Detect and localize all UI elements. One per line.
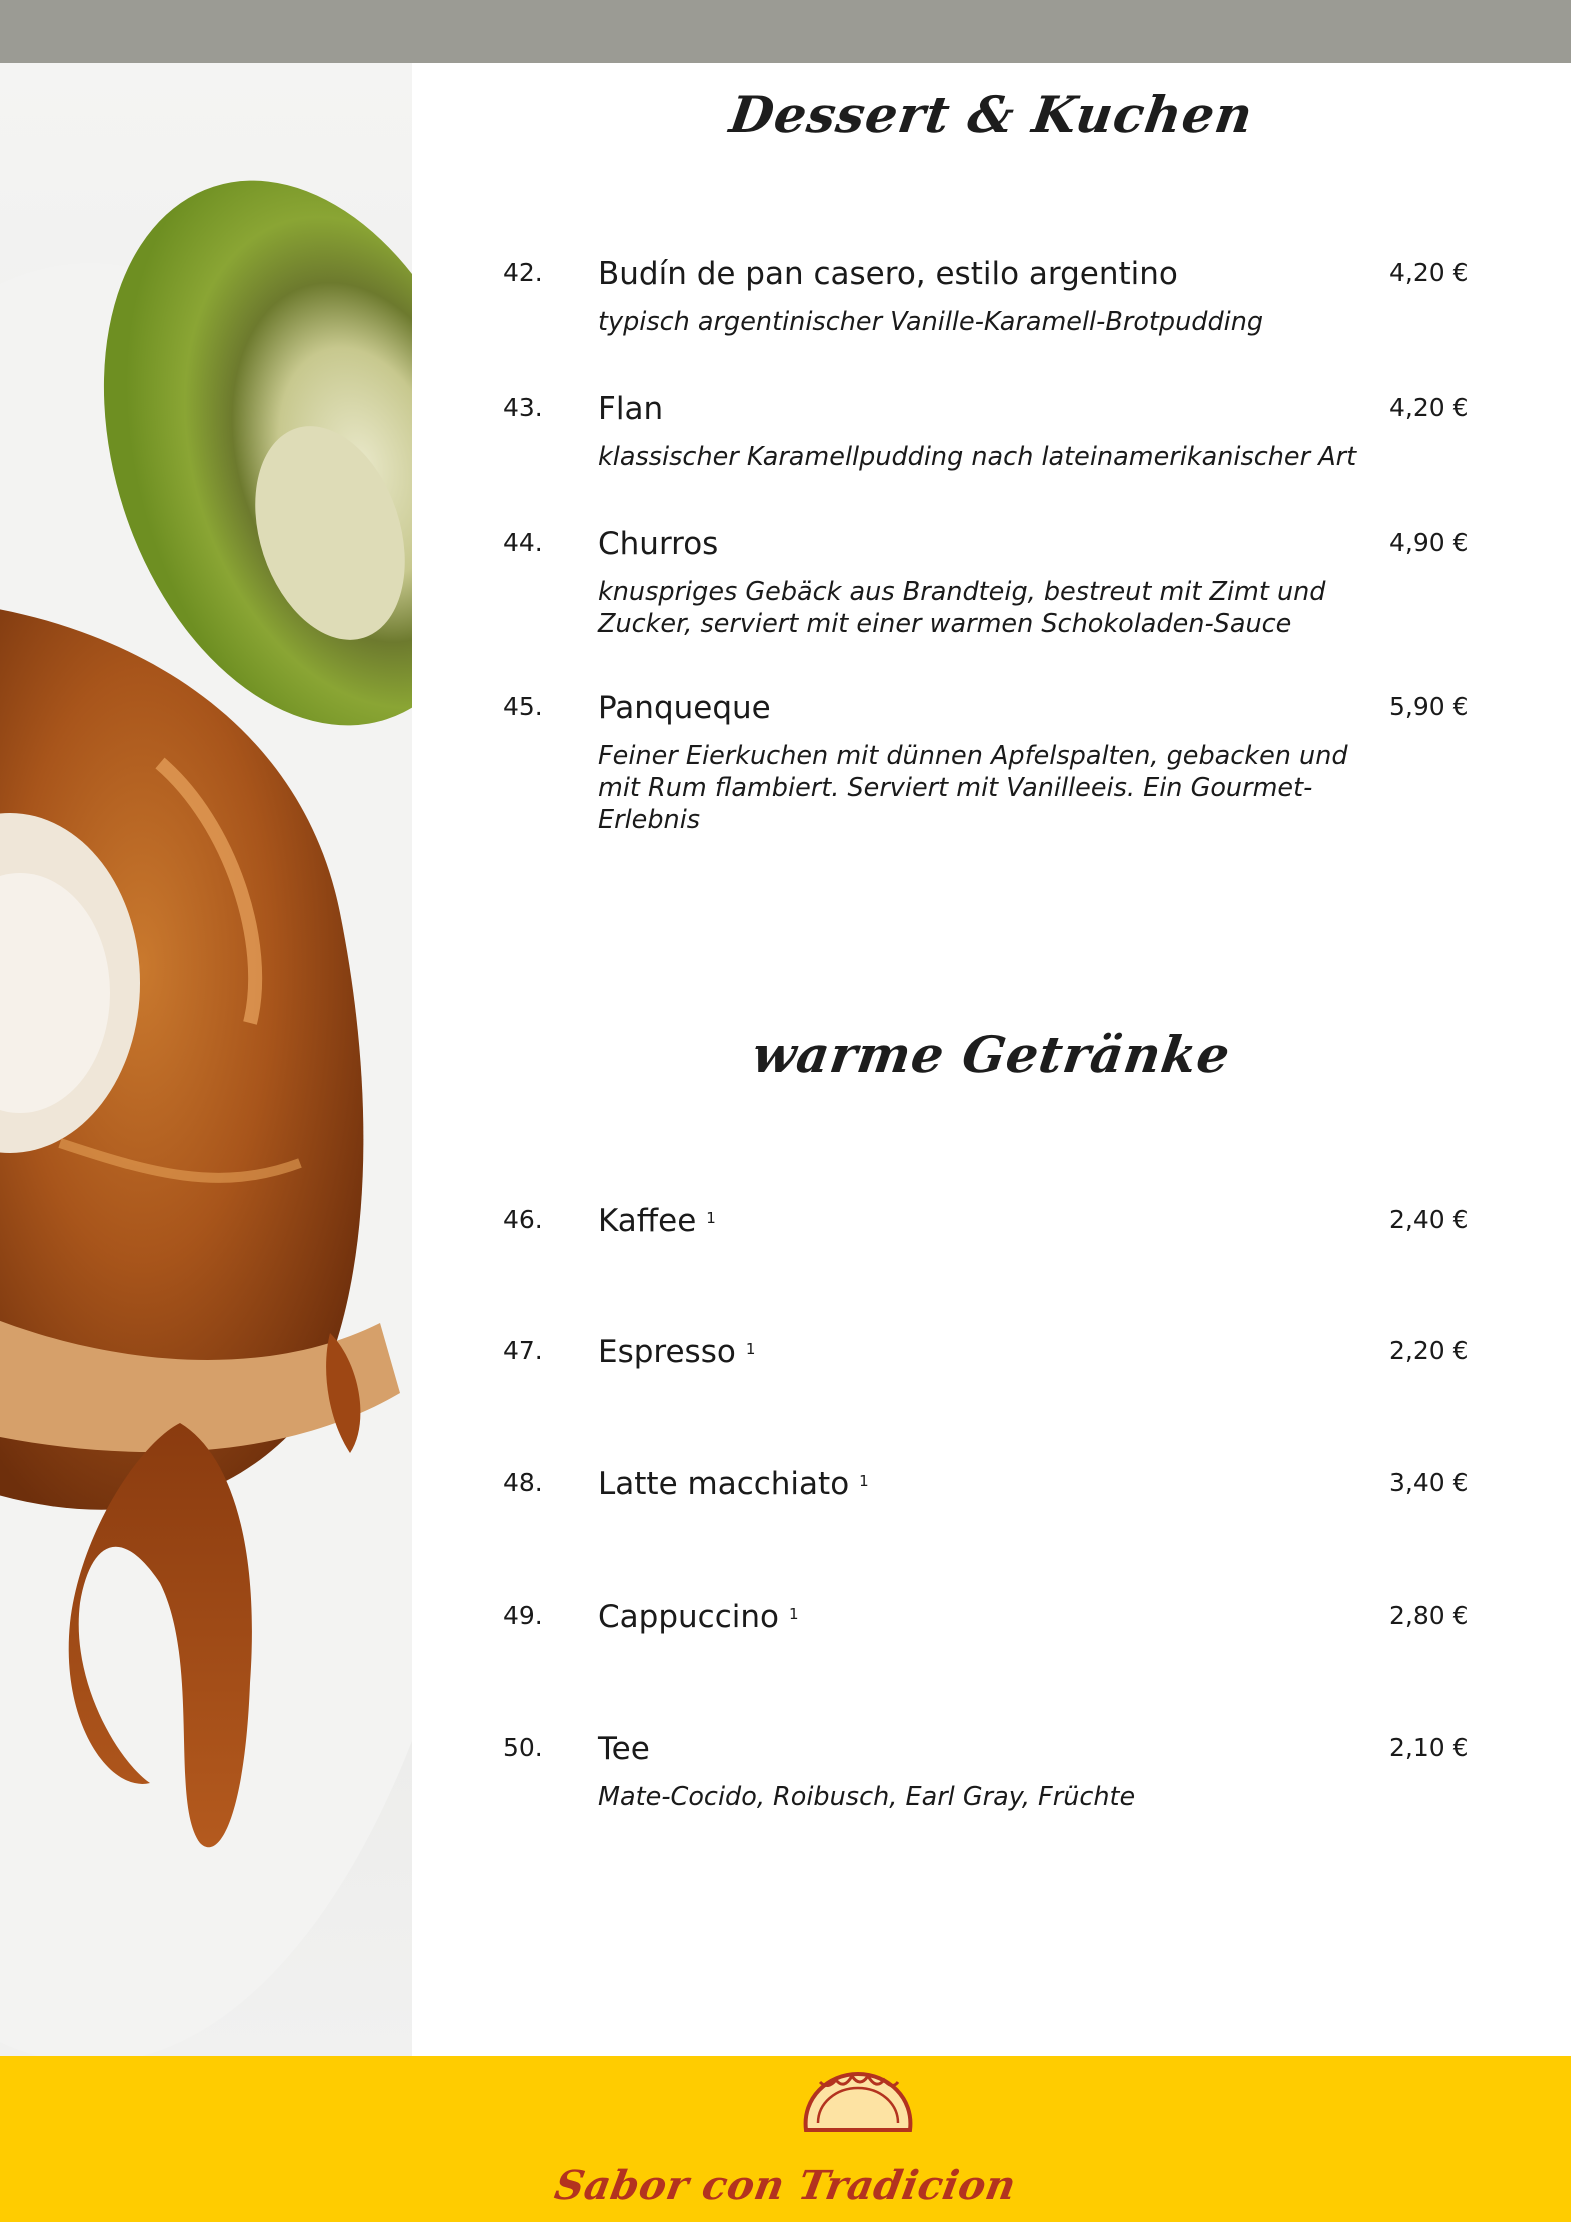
item-name: Churros [598,526,719,562]
item-name: Cappuccino [598,1599,779,1635]
item-number: 47. [503,1336,543,1365]
item-number: 44. [503,528,543,557]
empanada-icon [798,2068,918,2142]
item-name-wrap [598,1203,716,1239]
item-number: 42. [503,258,543,287]
footnote-marker: 1 [859,1472,869,1490]
item-price: 2,40 € [1389,1205,1469,1234]
item-number: 48. [503,1468,543,1497]
item-name-wrap [598,1599,799,1635]
item-description: klassischer Karamellpudding nach lateinamerikanischer Art [598,442,1357,472]
item-price: 4,90 € [1389,528,1469,557]
dessert-photo [0,63,412,2056]
footnote-marker: 1 [706,1209,716,1227]
item-number: 46. [503,1205,543,1234]
item-price: 4,20 € [1389,393,1469,422]
item-number: 45. [503,692,543,721]
item-name: Kaffee [598,1203,697,1239]
item-description: Feiner Eierkuchen mit dünnen Apfelspalten, gebacken und mit Rum flambiert. Serviert mit Vanilleeis. Ein Gourmet-Erlebnis [598,741,1348,835]
footnote-marker: 1 [745,1340,756,1358]
item-price: 2,20 € [1389,1336,1469,1365]
item-price: 3,40 € [1389,1468,1469,1497]
item-name-wrap [598,1334,755,1370]
item-name: Flan [598,391,664,427]
item-price: 2,80 € [1389,1601,1469,1630]
item-price: 2,10 € [1389,1733,1469,1762]
section-title-drinks: warme Getränke [748,1025,1235,1084]
section-title-dessert: Dessert & Kuchen [726,85,1257,144]
item-name: Latte macchiato [598,1466,850,1502]
item-description: typisch argentinischer Vanille-Karamell-Brotpudding [598,307,1264,337]
menu-content [412,63,1571,2056]
item-number: 49. [503,1601,543,1630]
item-price: 5,90 € [1389,692,1469,721]
item-number: 43. [503,393,543,422]
item-description: Mate-Cocido, Roibusch, Earl Gray, Früchte [598,1782,1136,1812]
brand-name: Sabor con Tradicion [551,2162,1020,2209]
item-name: Tee [598,1731,650,1767]
item-number: 50. [503,1733,543,1762]
item-name: Budín de pan casero, estilo argentino [598,256,1178,292]
item-price: 4,20 € [1389,258,1469,287]
caramel-pastry-photo-icon [0,63,412,2056]
item-description: knuspriges Gebäck aus Brandteig, bestreut mit Zimt und Zucker, serviert mit einer warmen Schokoladen-Sauce [598,577,1326,639]
footnote-marker: 1 [788,1605,799,1623]
footer-band [0,2056,1571,2222]
item-name-wrap [598,1466,869,1502]
item-name: Espresso [598,1334,736,1370]
top-band [0,0,1571,63]
item-name: Panqueque [598,690,771,726]
